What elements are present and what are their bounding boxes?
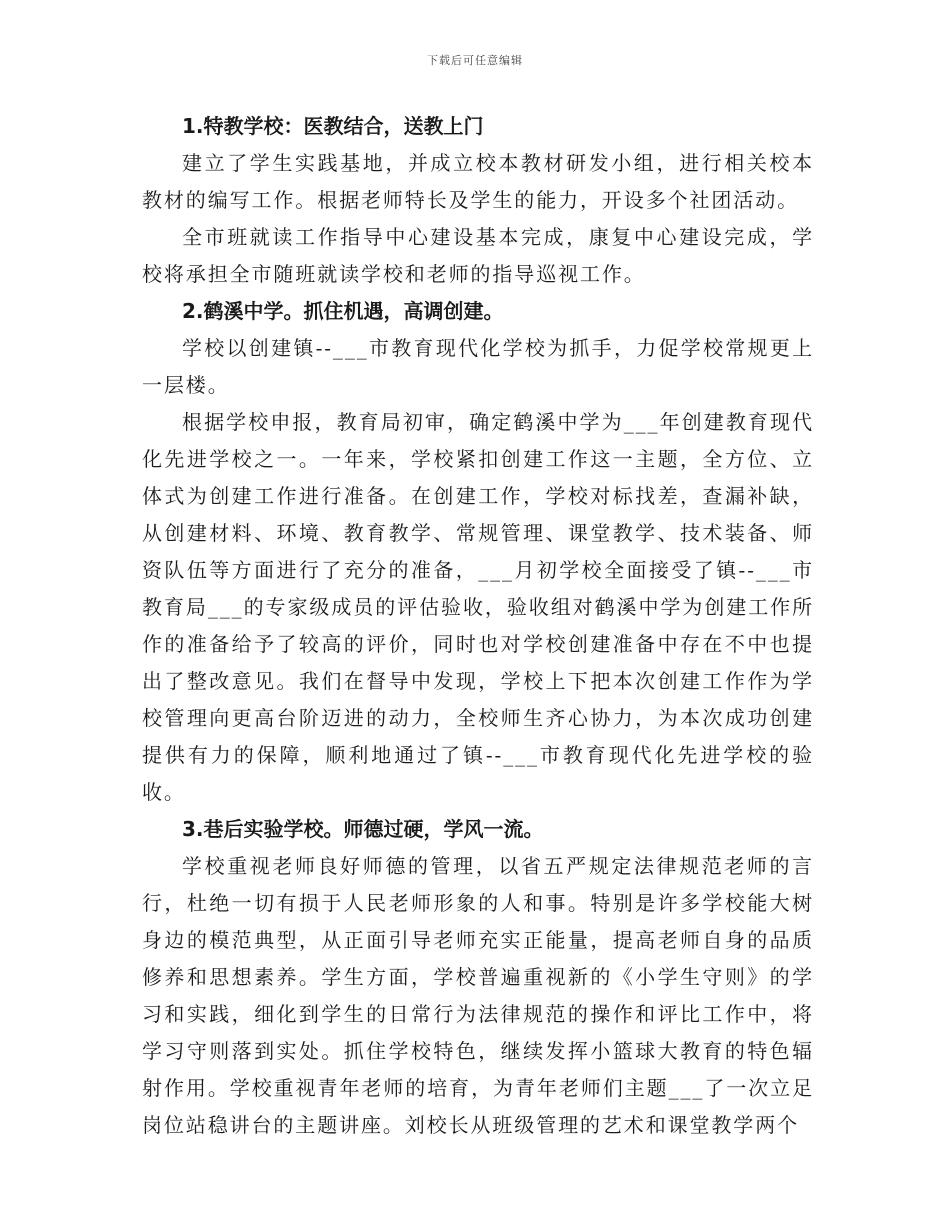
paragraph: 学校以创建镇--___市教育现代化学校为抓手，力促学校常规更上一层楼。 bbox=[142, 336, 814, 397]
paragraph: 学校重视老师良好师德的管理，以省五严规定法律规范老师的言行，杜绝一切有损于人民老师形象的人和事。特别是许多学校能大树身边的模范典型，从正面引导老师充实正能量，提高老师自身的品质修养和思想素养。学生方面，学校普遍重视新的《小学生守则》的学习和实践，细化到学生的日常行为法律规范的操作和评比工作中，将学习守则落到实处。抓住学校特色，继续发挥小篮球大教育的特色辐射作用。学校重视青年老师的培育，为青年老师们主题___了一次立足岗位站稳讲台的主题讲座。刘校长从班级管理的艺术和课堂教学两个 bbox=[142, 854, 814, 1137]
section-heading-2: 2.鹤溪中学。抓住机遇，高调创建。 bbox=[182, 299, 504, 323]
section-heading-3: 3.巷后实验学校。师德过硬，学风一流。 bbox=[182, 817, 544, 841]
paragraph: 根据学校申报，教育局初审，确定鹤溪中学为___年创建教育现代化先进学校之一。一年来，学校紧扣创建工作这一主题，全方位、立体式为创建工作进行准备。在创建工作，学校对标找差，查漏补缺，从创建材料、环境、教育教学、常规管理、课堂教学、技术装备、师资队伍等方面进行了充分的准备，___月初学校全面接受了镇--___市教育局___的专家级成员的评估验收，验收组对鹤溪中学为创建工作所作的准备给予了较高的评价，同时也对学校创建准备中存在不中也提出了整改意见。我们在督导中发现，学校上下把本次创建工作作为学校管理向更高台阶迈进的动力，全校师生齐心协力，为本次成功创建提供有力的保障，顺利地通过了镇--___市教育现代化先进学校的验收。 bbox=[142, 410, 814, 804]
header-note: 下载后可任意编辑 bbox=[427, 54, 523, 67]
document-body bbox=[142, 108, 814, 1144]
paragraph: 全市班就读工作指导中心建设基本完成，康复中心建设完成，学校将承担全市随班就读学校和老师的指导巡视工作。 bbox=[142, 225, 814, 286]
section-heading-1: 1.特教学校：医教结合，送教上门 bbox=[182, 114, 484, 138]
paragraph: 建立了学生实践基地，并成立校本教材研发小组，进行相关校本教材的编写工作。根据老师特长及学生的能力，开设多个社团活动。 bbox=[142, 151, 814, 212]
